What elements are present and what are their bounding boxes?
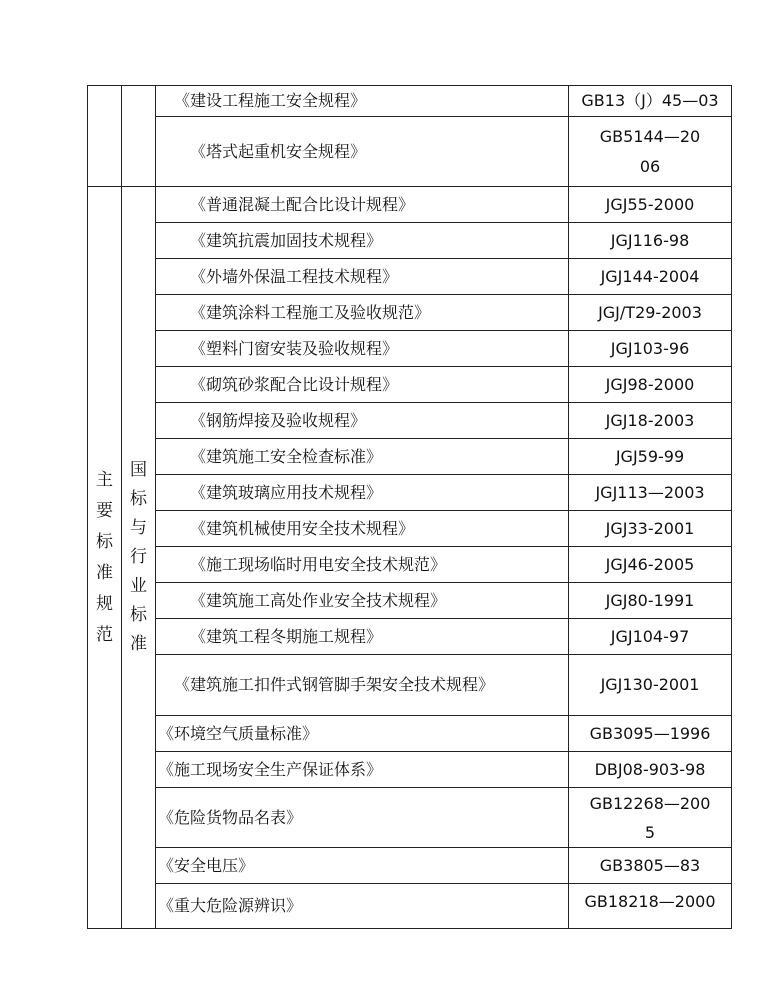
standard-name: 《建筑玻璃应用技术规程》	[156, 475, 569, 511]
standard-code: JGJ116-98	[569, 223, 732, 259]
table-row	[88, 331, 732, 367]
standard-name: 《塔式起重机安全规程》	[156, 117, 569, 187]
table-row	[88, 848, 732, 884]
standard-code: DBJ08-903-98	[569, 752, 732, 788]
standard-name: 《塑料门窗安装及验收规程》	[156, 331, 569, 367]
standard-code	[569, 788, 732, 848]
standard-code: JGJ144-2004	[569, 259, 732, 295]
category-cell	[88, 187, 122, 929]
subcategory-label	[122, 456, 155, 659]
table-row	[88, 117, 732, 187]
standard-code: JGJ130-2001	[569, 655, 732, 716]
table-row	[88, 439, 732, 475]
table-row	[88, 716, 732, 752]
category-char: 标	[96, 531, 113, 552]
table-row	[88, 583, 732, 619]
standard-name: 《建设工程施工安全规程》	[156, 86, 569, 117]
table-row	[88, 788, 732, 848]
standard-code: JGJ59-99	[569, 439, 732, 475]
table-row	[88, 655, 732, 716]
standard-code: JGJ18-2003	[569, 403, 732, 439]
standard-name: 《钢筋焊接及验收规程》	[156, 403, 569, 439]
subcategory-char: 行	[130, 547, 147, 567]
table-row	[88, 752, 732, 788]
standard-code-line: GB5144—20	[599, 126, 701, 146]
category-char: 准	[96, 562, 113, 583]
standard-code: JGJ103-96	[569, 331, 732, 367]
standard-name: 《建筑施工高处作业安全技术规程》	[156, 583, 569, 619]
standard-code: GB3095—1996	[569, 716, 732, 752]
subcategory-char: 业	[130, 576, 147, 596]
standard-name: 《普通混凝土配合比设计规程》	[156, 187, 569, 223]
standard-name: 《安全电压》	[156, 848, 569, 884]
standard-code: GB13（J）45—03	[569, 86, 732, 117]
table-row	[88, 223, 732, 259]
standard-name: 《外墙外保温工程技术规程》	[156, 259, 569, 295]
standard-code-line: GB12268—200	[589, 793, 711, 813]
category-char: 范	[96, 624, 113, 645]
standard-name: 《危险货物品名表》	[156, 788, 569, 848]
standard-code-line: 5	[644, 822, 656, 842]
standard-code: JGJ80-1991	[569, 583, 732, 619]
table-row	[88, 884, 732, 929]
subcategory-char: 国	[130, 460, 147, 480]
table-row	[88, 403, 732, 439]
subcategory-cell-empty	[122, 86, 156, 187]
standard-name: 《环境空气质量标准》	[156, 716, 569, 752]
table-row	[88, 511, 732, 547]
standards-table	[87, 85, 732, 929]
standard-code: GB3805—83	[569, 848, 732, 884]
standard-name: 《重大危险源辨识》	[156, 884, 569, 929]
table-row	[88, 475, 732, 511]
standard-name: 《施工现场安全生产保证体系》	[156, 752, 569, 788]
standard-name: 《建筑施工安全检查标准》	[156, 439, 569, 475]
table-row	[88, 295, 732, 331]
standard-name: 《建筑机械使用安全技术规程》	[156, 511, 569, 547]
category-char: 规	[96, 593, 113, 614]
subcategory-char: 标	[130, 605, 147, 625]
standard-code-line: 06	[639, 156, 661, 176]
standard-name: 《建筑施工扣件式钢管脚手架安全技术规程》	[156, 655, 569, 716]
standard-code: JGJ113—2003	[569, 475, 732, 511]
standard-code	[569, 117, 732, 187]
table-row	[88, 619, 732, 655]
subcategory-char: 与	[130, 518, 147, 538]
standard-code: JGJ104-97	[569, 619, 732, 655]
standard-name: 《砌筑砂浆配合比设计规程》	[156, 367, 569, 403]
category-char: 要	[96, 500, 113, 521]
subcategory-cell	[122, 187, 156, 929]
standard-code: GB18218—2000	[569, 884, 732, 929]
table-row	[88, 367, 732, 403]
standard-name: 《建筑涂料工程施工及验收规范》	[156, 295, 569, 331]
category-cell-empty	[88, 86, 122, 187]
table-row	[88, 86, 732, 117]
standard-code: JGJ/T29-2003	[569, 295, 732, 331]
standard-code: JGJ98-2000	[569, 367, 732, 403]
standard-code: JGJ46-2005	[569, 547, 732, 583]
standard-name: 《施工现场临时用电安全技术规范》	[156, 547, 569, 583]
table-row	[88, 547, 732, 583]
table-row	[88, 259, 732, 295]
standard-name: 《建筑抗震加固技术规程》	[156, 223, 569, 259]
category-label	[88, 465, 121, 651]
table-row	[88, 187, 732, 223]
subcategory-char: 准	[130, 634, 147, 654]
standard-name: 《建筑工程冬期施工规程》	[156, 619, 569, 655]
standard-code: JGJ55-2000	[569, 187, 732, 223]
subcategory-char: 标	[130, 489, 147, 509]
standard-code: JGJ33-2001	[569, 511, 732, 547]
category-char: 主	[96, 469, 113, 490]
